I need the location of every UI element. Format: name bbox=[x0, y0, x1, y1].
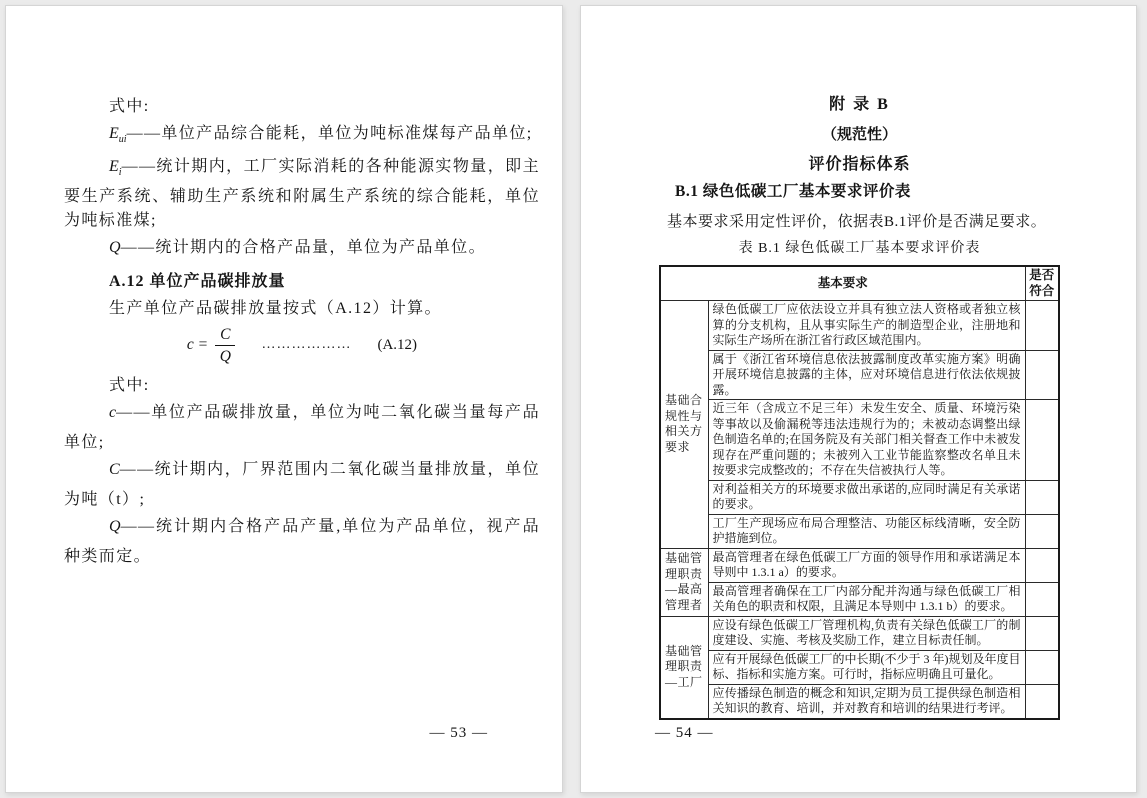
formula-a12 bbox=[64, 325, 540, 366]
table-row bbox=[660, 616, 1059, 650]
definition-text: ——统计期内，厂界范围内二氧化碳当量排放量，单位为吨（t）; bbox=[64, 460, 540, 508]
compliance-cell bbox=[1025, 301, 1059, 351]
category-cell: 基础合规性与相关方要求 bbox=[660, 301, 708, 549]
header-compliance: 是否符合 bbox=[1025, 266, 1059, 301]
requirement-cell: 最高管理者在绿色低碳工厂方面的领导作用和承诺满足本导则中 1.3.1 a）的要求。 bbox=[708, 548, 1025, 582]
page-54-content bbox=[581, 6, 1060, 720]
appendix-title: 附 录 B bbox=[829, 96, 890, 113]
requirement-cell: 近三年（含成立不足三年）未发生安全、质量、环境污染等事故以及偷漏税等违法违规行为的；未被动态调整出绿色制造名单的;在国务院及有关部门相关督查工作中未被发现存在严重问题的；未被列入工业节能监察整改名单且未按要求完成整改的；不存在失信被执行人等。 bbox=[708, 400, 1025, 481]
compliance-cell bbox=[1025, 548, 1059, 582]
page-number-53: — 53 — bbox=[429, 725, 488, 741]
page-number-54: — 54 — bbox=[655, 725, 714, 741]
compliance-cell bbox=[1025, 400, 1059, 481]
definition-text: ——单位产品碳排放量，单位为吨二氧化碳当量每产品单位; bbox=[64, 403, 540, 451]
table-row bbox=[660, 480, 1059, 514]
table-header-row bbox=[660, 266, 1059, 301]
page-53-content bbox=[6, 6, 562, 569]
definition-text: ——统计期内合格产品产量,单位为产品单位，视产品种类而定。 bbox=[64, 517, 540, 566]
basic-req-table-body bbox=[660, 301, 1059, 719]
table-row bbox=[660, 301, 1059, 351]
appendix-subtitle: （规范性） bbox=[821, 127, 897, 143]
requirement-cell: 应有开展绿色低碳工厂的中长期(不少于 3 年)规划及年度目标、指标和实施方案。可行时，指标应明确且可量化。 bbox=[708, 650, 1025, 684]
table-caption: 表 B.1 绿色低碳工厂基本要求评价表 bbox=[738, 241, 981, 256]
compliance-cell bbox=[1025, 616, 1059, 650]
definition-q bbox=[64, 236, 540, 266]
table-row bbox=[660, 684, 1059, 719]
table-row bbox=[660, 350, 1059, 400]
definition-text: ——统计期内的合格产品量，单位为产品单位。 bbox=[120, 239, 486, 257]
table-row bbox=[660, 582, 1059, 616]
formula-fraction: c = $\frac{C}{Q}$ bbox=[187, 325, 236, 366]
table-row bbox=[660, 548, 1059, 582]
compliance-cell bbox=[1025, 350, 1059, 400]
formula-label: (A.12) bbox=[377, 337, 418, 354]
table-row bbox=[660, 400, 1059, 481]
category-cell: 基础管理职责—工厂 bbox=[660, 616, 708, 719]
header-basic-requirement: 基本要求 bbox=[660, 266, 1025, 301]
requirement-cell: 属于《浙江省环境信息依法披露制度改革实施方案》明确开展环境信息披露的主体，应对环境信息进行依法依规披露。 bbox=[708, 350, 1025, 400]
page-54 bbox=[580, 5, 1137, 793]
table-row bbox=[660, 650, 1059, 684]
definition-text: ——统计期内，工厂实际消耗的各种能源实物量，即主要生产系统、辅助生产系统和附属生产系统的综合能耗，单位为吨标准煤; bbox=[64, 158, 540, 230]
requirement-cell: 工厂生产现场应布局合理整洁、功能区标线清晰，安全防护措施到位。 bbox=[708, 514, 1025, 548]
intro-paragraph: 基本要求采用定性评价，依据表B.1评价是否满足要求。 bbox=[667, 214, 1047, 230]
definition-c-lower bbox=[64, 401, 540, 455]
definition-eui bbox=[64, 122, 540, 152]
paragraph-shizhong-1: 式中: bbox=[109, 98, 150, 115]
symbol-C: C bbox=[109, 460, 120, 478]
compliance-cell bbox=[1025, 480, 1059, 514]
compliance-cell bbox=[1025, 684, 1059, 719]
symbol-Q: Q bbox=[109, 239, 121, 257]
symbol-E-ui: $E_{ui}$ bbox=[109, 125, 127, 146]
table-row bbox=[660, 514, 1059, 548]
page-53 bbox=[5, 5, 563, 793]
compliance-cell bbox=[1025, 582, 1059, 616]
section-heading-b1: B.1 绿色低碳工厂基本要求评价表 bbox=[675, 183, 911, 200]
symbol-c: c bbox=[109, 403, 117, 421]
paragraph-shizhong-2: 式中: bbox=[109, 376, 150, 394]
requirement-cell: 最高管理者确保在工厂内部分配并沟通与绿色低碳工厂相关角色的职责和权限，且满足本导则中 1.3.1 b）的要求。 bbox=[708, 582, 1025, 616]
compliance-cell bbox=[1025, 514, 1059, 548]
definition-c-upper bbox=[64, 458, 540, 512]
basic-requirements-table bbox=[659, 265, 1060, 720]
requirement-cell: 对利益相关方的环境要求做出承诺的,应同时满足有关承诺的要求。 bbox=[708, 480, 1025, 514]
symbol-E-i: $E_i$ bbox=[109, 158, 122, 179]
paragraph-calc: 生产单位产品碳排放量按式（A.12）计算。 bbox=[109, 299, 442, 317]
requirement-cell: 应设有绿色低碳工厂管理机构,负责有关绿色低碳工厂的制度建设、实施、考核及奖励工作，建立目标责任制。 bbox=[708, 616, 1025, 650]
definition-ei bbox=[64, 155, 540, 233]
appendix-heading: 评价指标体系 bbox=[808, 156, 911, 173]
section-heading-a12: A.12 单位产品碳排放量 bbox=[109, 272, 286, 290]
definition-text: ——单位产品综合能耗，单位为吨标准煤每产品单位; bbox=[126, 125, 533, 142]
category-cell: 基础管理职责—最高管理者 bbox=[660, 548, 708, 616]
symbol-Q: Q bbox=[109, 517, 121, 535]
formula-dots: ……………… bbox=[261, 337, 352, 353]
compliance-cell bbox=[1025, 650, 1059, 684]
requirement-cell: 绿色低碳工厂应依法设立并具有独立法人资格或者独立核算的分支机构，且从事实际生产的制造型企业，注册地和实际生产场所在浙江省行政区域范围内。 bbox=[708, 301, 1025, 351]
requirement-cell: 应传播绿色制造的概念和知识,定期为员工提供绿色制造相关知识的教育、培训，并对教育和培训的结果进行考评。 bbox=[708, 684, 1025, 719]
definition-q2 bbox=[64, 515, 540, 569]
